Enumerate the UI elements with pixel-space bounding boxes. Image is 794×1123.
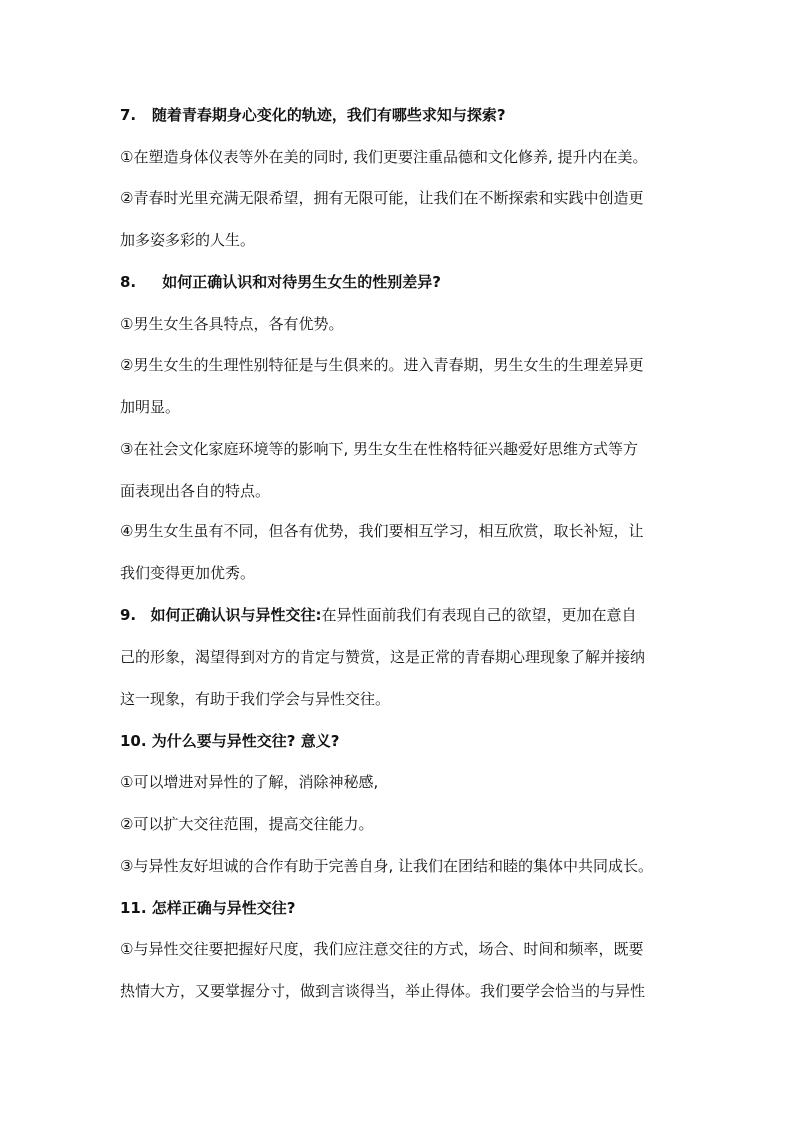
answer-line: ③与异性友好坦诚的合作有助于完善自身, 让我们在团结和睦的集体中共同成长。 xyxy=(120,857,653,875)
question-10-heading: 10. 为什么要与异性交往? 意义? xyxy=(120,732,340,750)
question-number: 9. xyxy=(120,606,137,624)
question-title: 如何正确认识与异性交往: xyxy=(150,606,322,624)
answer-line: 加多姿多彩的人生。 xyxy=(120,231,256,249)
answer-line: 我们变得更加优秀。 xyxy=(120,564,256,582)
question-11-heading: 11. 怎样正确与异性交往? xyxy=(120,899,296,917)
answer-line: 己的形象，渴望得到对方的肯定与赞赏，这是正常的青春期心理现象了解并接纳 xyxy=(120,648,646,666)
answer-line: ①男生女生各具特点，各有优势。 xyxy=(120,315,344,333)
answer-text: 在异性面前我们有表现自己的欲望，更加在意自 xyxy=(321,606,637,624)
question-number: 7. xyxy=(120,106,137,124)
answer-line: ①与异性交往要把握好尺度，我们应注意交往的方式，场合、时间和频率，既要 xyxy=(120,940,644,958)
answer-line: ③在社会文化家庭环境等的影响下, 男生女生在性格特征兴趣爱好思维方式等方 xyxy=(120,440,638,458)
answer-line: 热情大方，又要掌握分寸，做到言谈得当，举止得体。我们要学会恰当的与异性 xyxy=(120,982,646,1000)
answer-line: ④男生女生虽有不同，但各有优势，我们要相互学习，相互欣赏，取长补短，让 xyxy=(120,522,644,540)
question-9-heading xyxy=(120,605,690,625)
answer-line: ①在塑造身体仪表等外在美的同时, 我们更要注重品德和文化修养, 提升内在美。 xyxy=(120,148,648,166)
question-number: 8. xyxy=(120,273,137,291)
answer-line: ①可以增进对异性的了解，消除神秘感, xyxy=(120,773,379,791)
answer-line: ②青春时光里充满无限希望，拥有无限可能，让我们在不断探索和实践中创造更 xyxy=(120,189,644,207)
answer-line: ②可以扩大交往范围，提高交往能力。 xyxy=(120,815,374,833)
question-title: 如何正确认识和对待男生女生的性别差异? xyxy=(162,273,441,291)
answer-line: ②男生女生的生理性别特征是与生俱来的。进入青春期，男生女生的生理差异更 xyxy=(120,356,644,374)
answer-line: 这一现象，有助于我们学会与异性交往。 xyxy=(120,690,391,708)
question-8-heading xyxy=(120,272,690,292)
question-title: 随着青春期身心变化的轨迹，我们有哪些求知与探索? xyxy=(151,106,506,124)
answer-line: 加明显。 xyxy=(120,398,181,416)
answer-line: 面表现出各自的特点。 xyxy=(120,482,271,500)
question-7-heading xyxy=(120,105,690,125)
